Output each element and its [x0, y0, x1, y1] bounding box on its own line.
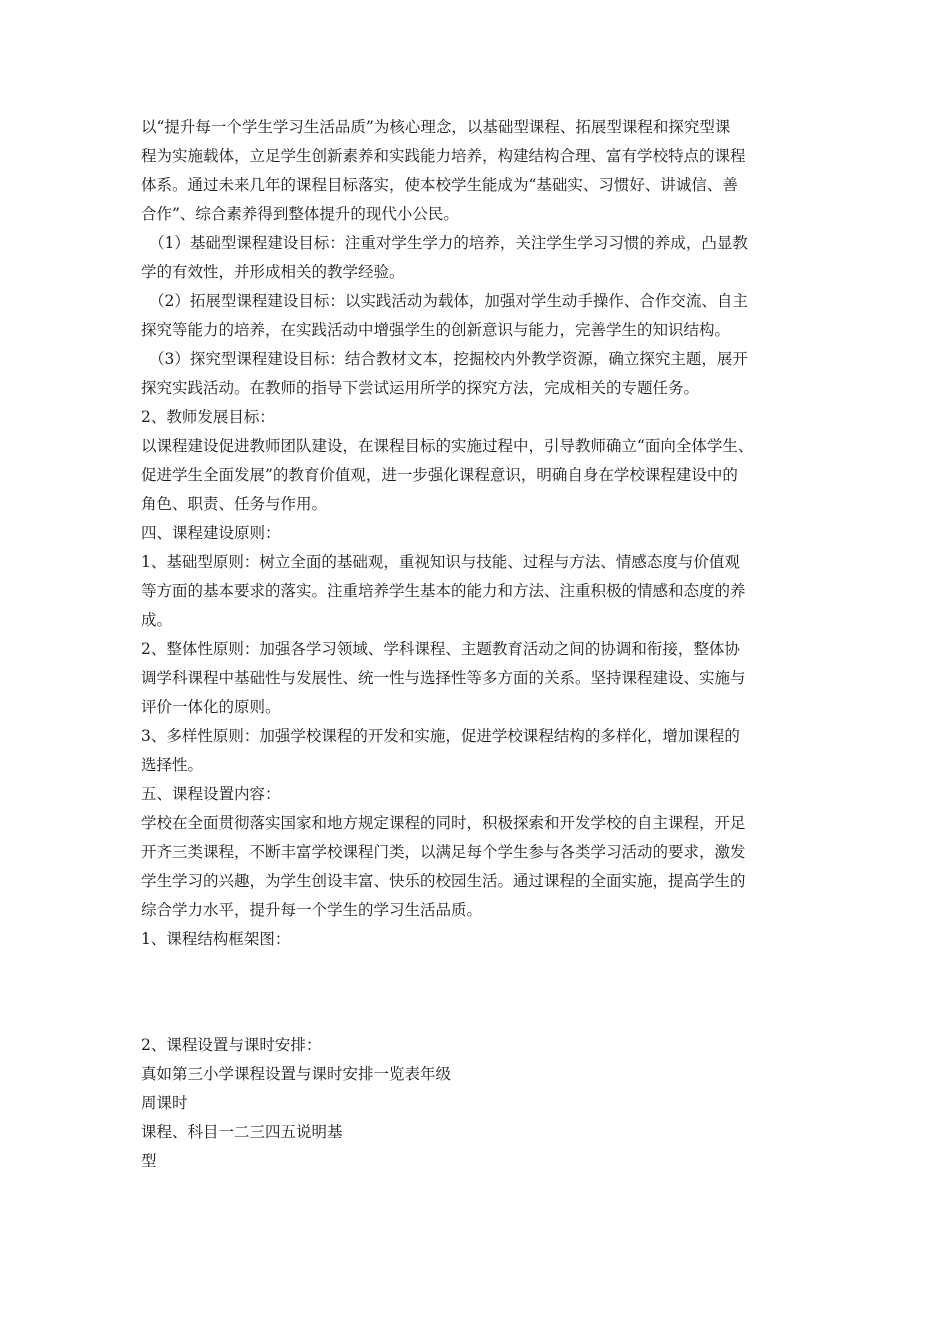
text-line: 课程、科目一二三四五说明基 [141, 1123, 343, 1141]
text-line: 1、基础型原则：树立全面的基础观，重视知识与技能、过程与方法、情感态度与价值观 [141, 553, 740, 571]
blank-space [141, 954, 821, 1031]
text-line: 型 [141, 1152, 157, 1170]
text-line: 以课程建设促进教师团队建设，在课程目标的实施过程中，引导教师确立“面向全体学生、 [141, 437, 754, 455]
text-line: 合作”、综合素养得到整体提升的现代小公民。 [141, 205, 459, 223]
text-line: 3、多样性原则：加强学校课程的开发和实施，促进学校课程结构的多样化，增加课程的 [141, 727, 740, 745]
document-body [141, 113, 821, 1176]
text-line: 评价一体化的原则。 [141, 698, 281, 716]
text-line: 学生学习的兴趣，为学生创设丰富、快乐的校园生活。通过课程的全面实施，提高学生的 [141, 872, 746, 890]
text-line: 学的有效性，并形成相关的教学经验。 [141, 263, 405, 281]
text-line: 程为实施载体，立足学生创新素养和实践能力培养，构建结构合理、富有学校特点的课程 [141, 147, 746, 165]
text-line: 角色、职责、任务与作用。 [141, 495, 328, 513]
text-line: （1）基础型课程建设目标：注重对学生学力的培养，关注学生学习习惯的养成，凸显教 [149, 234, 748, 252]
text-line: 开齐三类课程，不断丰富学校课程门类，以满足每个学生参与各类学习活动的要求，激发 [141, 843, 746, 861]
section-heading: 四、课程建设原则： [141, 524, 281, 542]
text-line: 成。 [141, 611, 173, 629]
text-line: 调学科课程中基础性与发展性、统一性与选择性等多方面的关系。坚持课程建设、实施与 [141, 669, 746, 687]
text-line: 2、整体性原则：加强各学习领域、学科课程、主题教育活动之间的协调和衔接，整体协 [141, 640, 740, 658]
text-line: 体系。通过未来几年的课程目标落实，使本校学生能成为“基础实、习惯好、讲诚信、善 [141, 176, 738, 194]
section-heading: 五、课程设置内容： [141, 785, 281, 803]
text-line: 探究实践活动。在教师的指导下尝试运用所学的探究方法，完成相关的专题任务。 [141, 379, 700, 397]
text-line: （3）探究型课程建设目标：结合教材文本，挖掘校内外教学资源，确立探究主题，展开 [149, 350, 748, 368]
text-line: 探究等能力的培养，在实践活动中增强学生的创新意识与能力，完善学生的知识结构。 [141, 321, 731, 339]
text-line: 选择性。 [141, 756, 204, 774]
section-heading: 2、教师发展目标： [141, 408, 275, 426]
section-heading: 2、课程设置与课时安排： [141, 1036, 322, 1054]
text-line: 等方面的基本要求的落实。注重培养学生基本的能力和方法、注重积极的情感和态度的养 [141, 582, 746, 600]
text-line: 以“提升每一个学生学习生活品质”为核心理念，以基础型课程、拓展型课程和探究型课 [141, 118, 731, 136]
text-line: 周课时 [141, 1094, 188, 1112]
text-line: 促进学生全面发展”的教育价值观，进一步强化课程意识，明确自身在学校课程建设中的 [141, 466, 738, 484]
text-line: 真如第三小学课程设置与课时安排一览表年级 [141, 1065, 452, 1083]
text-line: 综合学力水平，提升每一个学生的学习生活品质。 [141, 901, 483, 919]
section-heading: 1、课程结构框架图： [141, 930, 291, 948]
text-line: （2）拓展型课程建设目标：以实践活动为载体，加强对学生动手操作、合作交流、自主 [149, 292, 748, 310]
text-line: 学校在全面贯彻落实国家和地方规定课程的同时，积极探索和开发学校的自主课程，开足 [141, 814, 746, 832]
